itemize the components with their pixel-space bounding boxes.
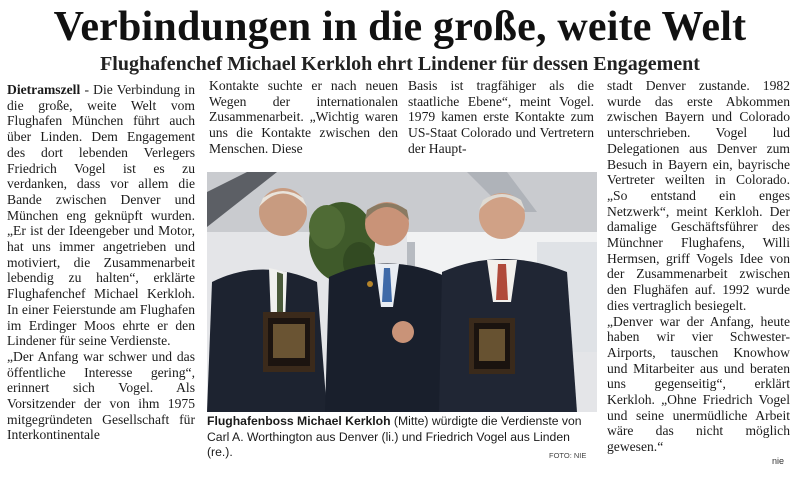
dateline: Dietramszell <box>7 82 81 97</box>
photo-caption <box>207 414 597 461</box>
column-1 <box>7 82 195 443</box>
headline: Verbindungen in die große, weite Welt <box>53 4 747 50</box>
paragraph-1-text: - Die Verbindung in die große, weite Welt vom Flughafen München führt auch über Linden. Dem Engagement des dort lebenden Verlegers Friedrich Vogel ist es zu verdanken, dass vor allem die Bande zwischen Denver und München eng geknüpft wurden. „Er ist der Ideengeber und Motor, hat uns immer angetrieben und motiviert, die Zusammenarbeit lebendig zu halten“, erklärte Flughafenchef Michael Kerkloh. In einer Feierstunde am Flughafen im Erdinger Moos ehrte er den Lindener für seine Verdienste. <box>7 82 195 349</box>
caption-bold: Flughafenboss Michael Kerkloh <box>207 414 391 428</box>
paragraph-3: Kontakte suchte er nach neuen Wegen der internationalen Zusammenarbeit. „Wichtig waren uns die Kontakte zwischen den Menschen. Diese <box>209 78 398 156</box>
photo-illustration <box>207 172 597 412</box>
article-photo <box>207 172 597 412</box>
author-initials: nie <box>772 456 785 466</box>
column-2 <box>209 78 398 157</box>
paragraph-6: „Denver war der Anfang, heute haben wir vier Schwester-Airports, tauschen Knowhow und Mitarbeiter aus und beraten uns gegenseitig“, erklärt Kerkloh. „Ohne Friedrich Vogel und seine unermüdliche Arbeit wäre das nicht möglich gewesen.“ <box>607 313 790 455</box>
paragraph-2: „Der Anfang war schwer und das öffentliche Interesse gering“, erinnert sich Vogel. Als Vorsitzender der von ihm 1975 mitgegründeten Gesellschaft für Interkontinentale <box>7 348 195 443</box>
paragraph-5: stadt Denver zustande. 1982 wurde das erste Abkommen zwischen Bayern und Colorado unterschrieben. Vogel lud Delegationen aus Denver zum Besuch in Bayern ein, bayrische Vertreter weilten in Colorado. „So entstand ein enges Netzwerk“, meint Kerkloh. Der damalige Geschäftsführer des Münchner Flughafens, Willi Hermsen, griff Vogels Idee von der Zusammenarbeit zwischen den Flughäfen auf. 1992 wurde dies vertraglich besiegelt. <box>607 78 790 313</box>
column-3 <box>408 78 594 157</box>
subheadline: Flughafenchef Michael Kerkloh ehrt Lindener für dessen Engagement <box>100 53 700 75</box>
column-4 <box>607 78 790 455</box>
caption-text: (Mitte) würdigte die Verdienste von Carl A. Worthington aus Denver (li.) und Friedrich Vogel aus Linden (re.). <box>207 414 582 459</box>
paragraph-4: Basis ist tragfähiger als die staatliche Ebene“, meint Vogel. 1979 kamen erste Kontakte zum US-Staat Colorado und Vertretern der Haupt- <box>408 78 594 156</box>
paragraph-1 <box>7 82 195 349</box>
photo-credit: FOTO: NIE <box>549 451 587 460</box>
